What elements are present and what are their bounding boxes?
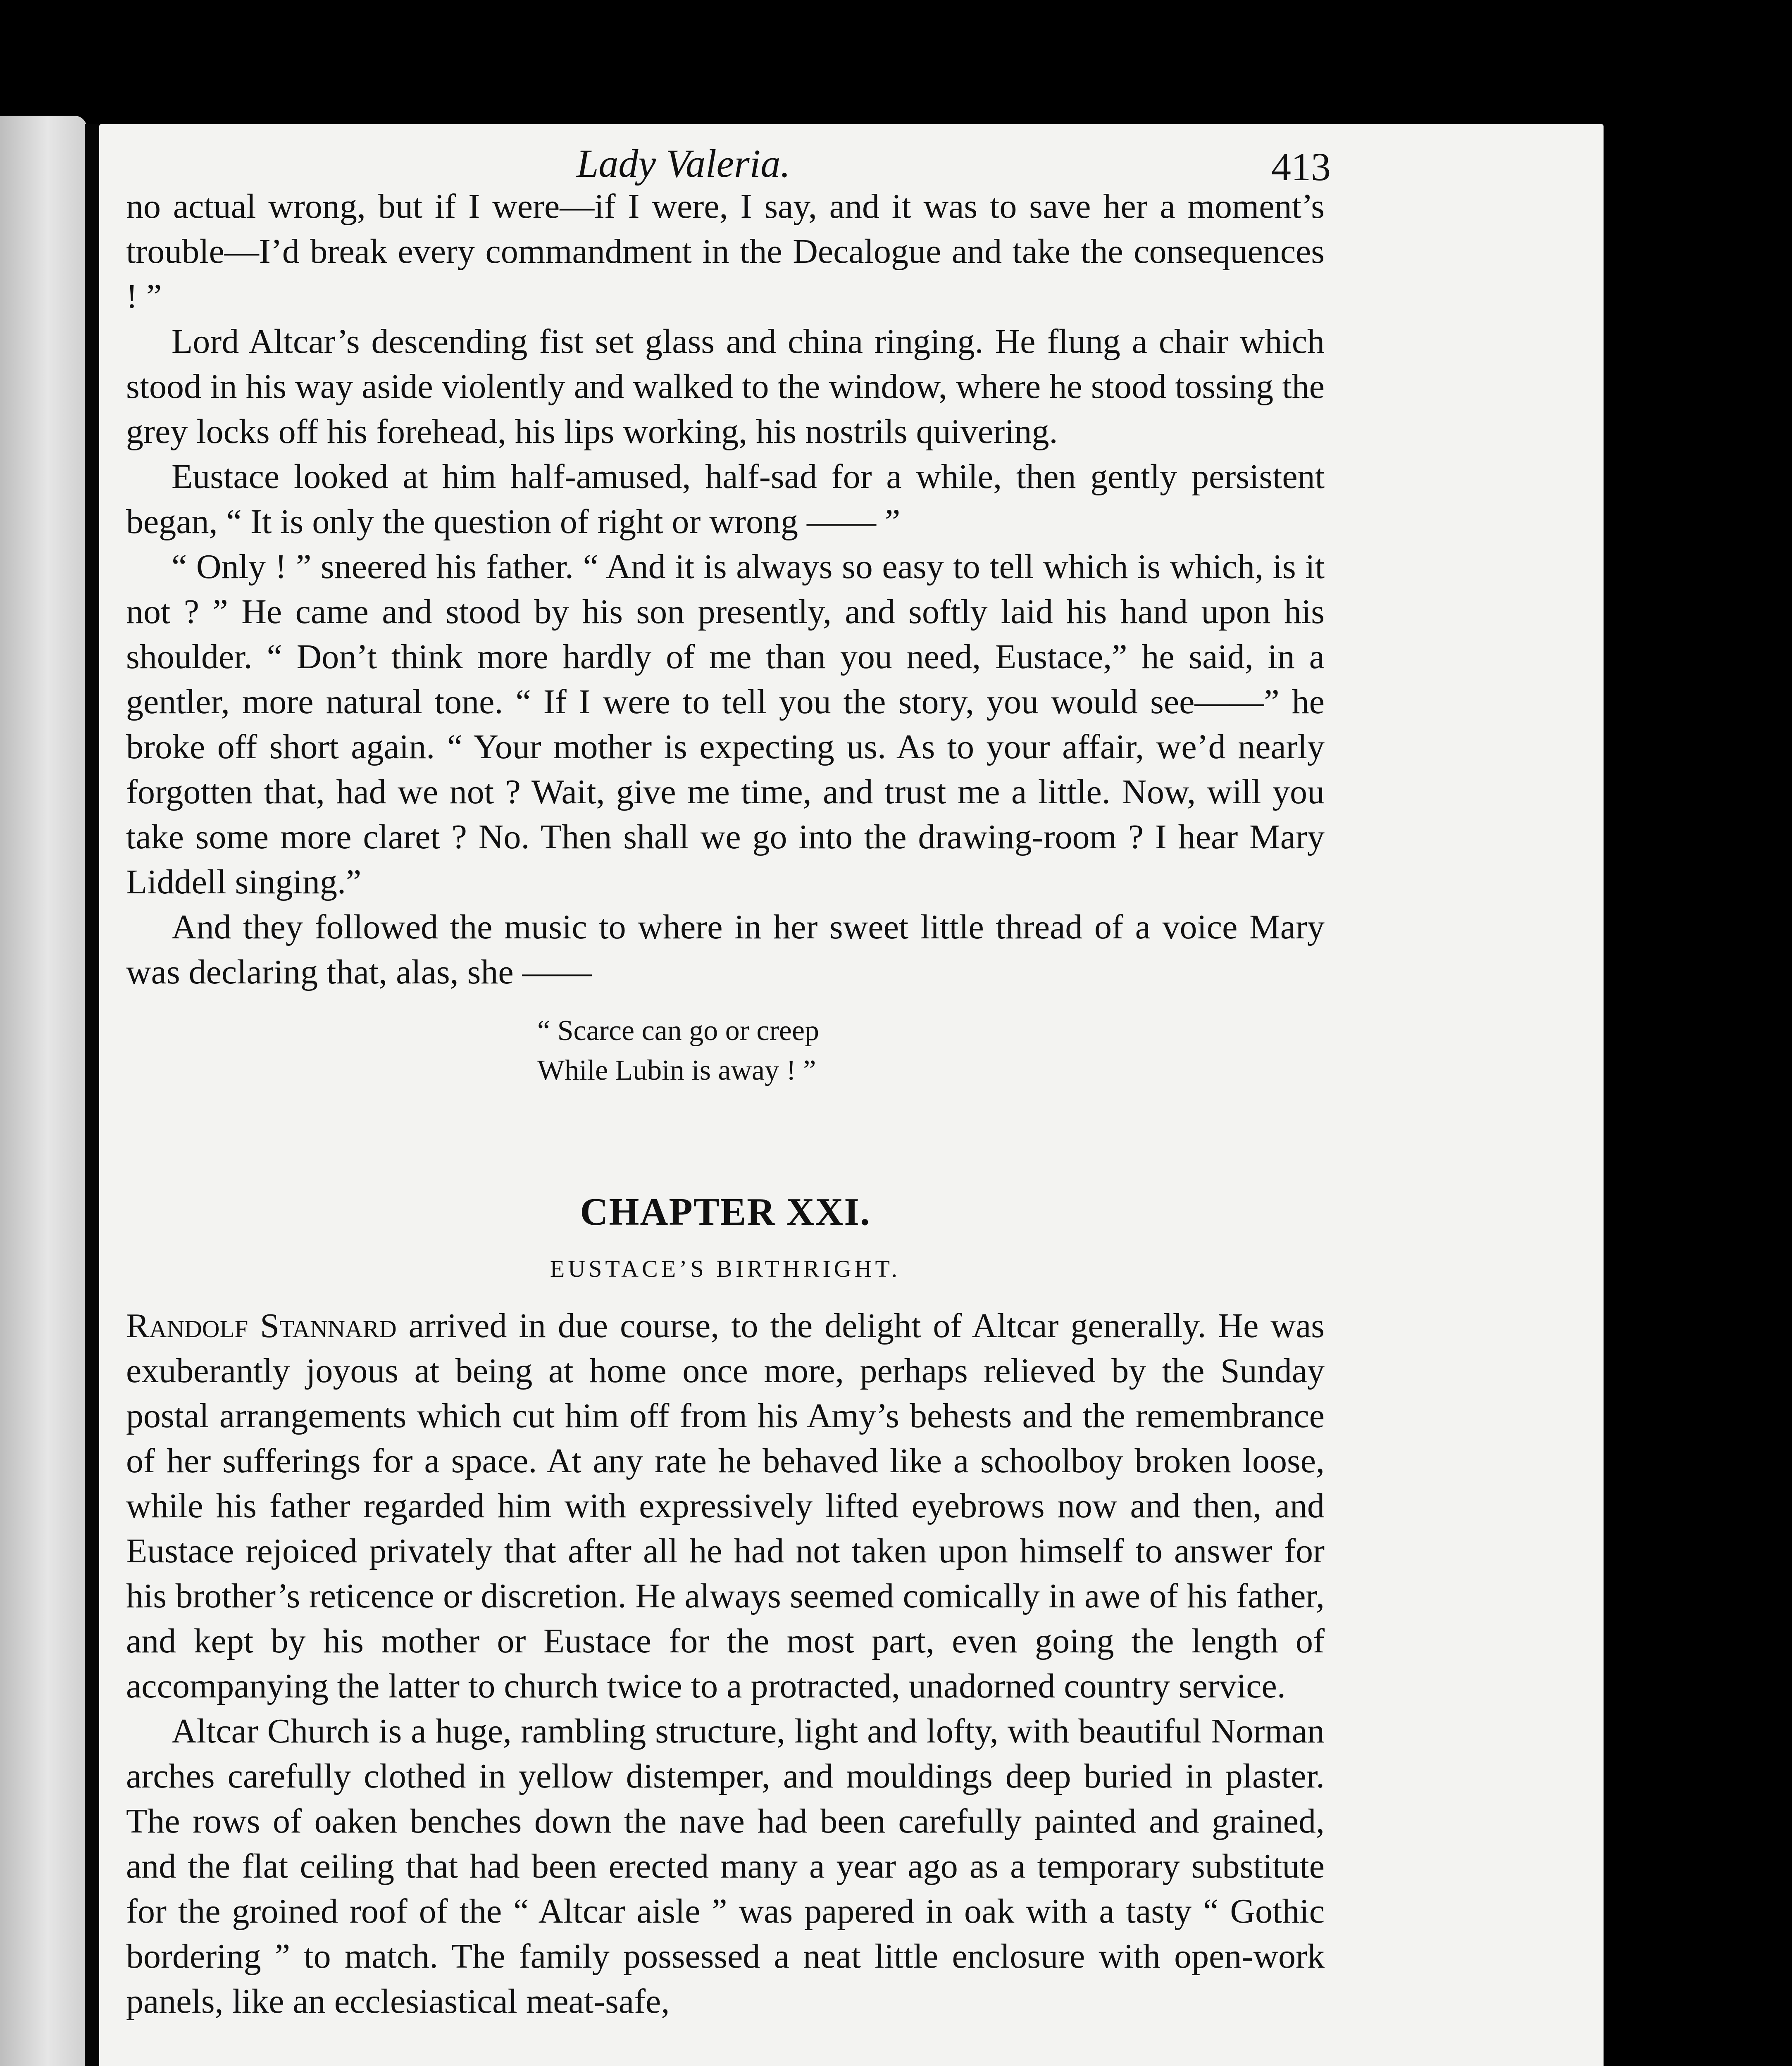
chapter-heading: CHAPTER XXI. xyxy=(580,1190,871,1233)
page-number: 413 xyxy=(1271,145,1331,189)
running-title: Lady Valeria. xyxy=(577,141,791,186)
verse-line: While Lubin is away ! ” xyxy=(537,1054,816,1086)
page-content xyxy=(126,124,1331,2024)
verse-line: “ Scarce can go or creep xyxy=(537,1015,820,1047)
chapter-opening-paragraph xyxy=(126,1303,1325,1709)
paragraph: Eustace looked at him half-amused, half-sad for a while, then gently persistent began, “ It is only the question of right or wrong —— ” xyxy=(126,457,1325,541)
paragraph: And they followed the music to where in her sweet little thread of a voice Mary was declaring that, alas, she —— xyxy=(126,908,1325,991)
chapter-subtitle: EUSTACE’S BIRTHRIGHT. xyxy=(550,1255,901,1282)
opening-paragraph-text: arrived in due course, to the delight of Altcar generally. He was exuberantly joyous at being at home once more, perhaps relieved by the Sunday postal arrangements which cut him off from his Amy’s behests and the remembrance of her sufferings for a space. At any rate he behaved like a schoolboy broken loose, while his father regarded him with expressively lifted eyebrows now and then, and Eustace rejoiced privately that after all he had not taken upon himself to answer for his brother’s reticence or discretion. He always seemed comically in awe of his father, and kept by his mother or Eustace for the most part, even going the length of accompanying the latter to church twice to a protracted, unadorned country service. xyxy=(126,1307,1325,1705)
paragraph: Lord Altcar’s descending fist set glass and china ringing. He flung a chair which stood in his way aside violently and walked to the window, where he stood tossing the grey locks off his forehead, his lips working, his nostrils quivering. xyxy=(126,322,1325,451)
paragraph: “ Only ! ” sneered his father. “ And it is always so easy to tell which is which, is it not ? ” He came and stood by his son presently, and softly laid his hand upon his shoulder. “ Don’t think more hardly of me than you need, Eustace,” he said, in a gentler, more natural tone. “ If I were to tell you the story, you would see——” he broke off short again. “ Your mother is expecting us. As to your affair, we’d nearly forgotten that, had we not ? Wait, give me time, and trust me a little. Now, will you take some more claret ? No. Then shall we go into the drawing-room ? I hear Mary Liddell singing.” xyxy=(126,547,1325,901)
opening-small-caps: Randolf Stannard xyxy=(126,1307,397,1345)
adjacent-page-edge xyxy=(0,116,87,2066)
book-gutter xyxy=(85,124,99,2066)
running-head xyxy=(126,124,1331,189)
verse-quotation xyxy=(126,1011,1325,1090)
paragraph: Altcar Church is a huge, rambling structure, light and lofty, with beautiful Norman arches carefully clothed in yellow distemper, and mouldings deep buried in plaster. The rows of oaken benches down the nave had been carefully painted and grained, and the flat ceiling that had been erected many a year ago as a temporary substitute for the groined roof of the “ Altcar aisle ” was papered in oak with a tasty “ Gothic bordering ” to match. The family possessed a neat little enclosure with open-work panels, like an ecclesiastical meat-safe, xyxy=(126,1712,1325,2021)
paragraph-continued: no actual wrong, but if I were—if I were, I say, and it was to save her a moment’s trouble—I’d break every commandment in the Decalogue and take the consequences ! ” xyxy=(126,187,1325,316)
